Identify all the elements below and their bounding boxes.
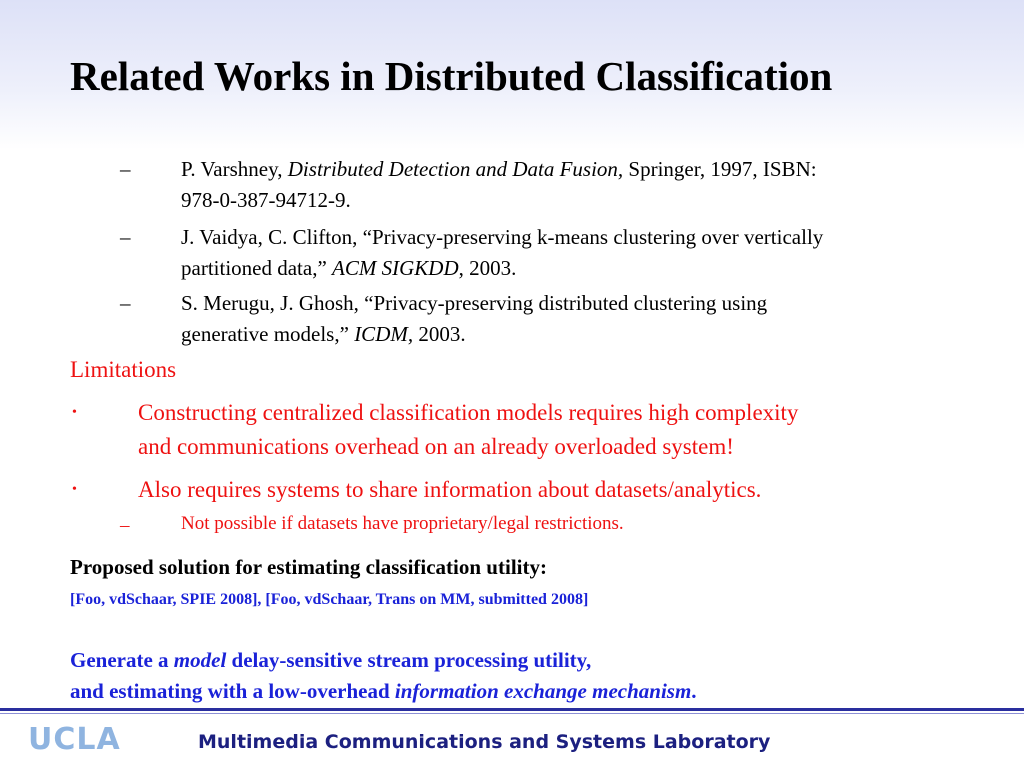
ucla-logo: UCLA	[28, 722, 121, 757]
citation-line: [Foo, vdSchaar, SPIE 2008], [Foo, vdSchaar, Trans on MM, submitted 2008]	[70, 591, 589, 608]
generate-line-1: Generate a model delay-sensitive stream processing utility,	[70, 648, 592, 672]
footer-rule-thin	[0, 713, 1024, 714]
reference-line: generative models,” ICDM, 2003.	[181, 322, 466, 346]
limitation-line: Also requires systems to share information about datasets/analytics.	[138, 477, 762, 502]
reference-dash: –	[120, 157, 131, 181]
bullet-dot: •	[72, 482, 77, 497]
reference-line: 978-0-387-94712-9.	[181, 188, 351, 212]
sub-item-dash: –	[120, 515, 130, 536]
lab-name: Multimedia Communications and Systems Laboratory	[198, 731, 771, 753]
reference-dash: –	[120, 291, 131, 315]
reference-dash: –	[120, 225, 131, 249]
slide-title: Related Works in Distributed Classification	[70, 53, 833, 99]
reference-line: J. Vaidya, C. Clifton, “Privacy-preserving k-means clustering over vertically	[181, 225, 824, 249]
limitation-sub-item: Not possible if datasets have proprietary/legal restrictions.	[181, 513, 624, 534]
limitation-line: and communications overhead on an already overloaded system!	[138, 434, 734, 459]
footer-rule	[0, 708, 1024, 711]
proposed-solution: Proposed solution for estimating classification utility:	[70, 555, 547, 579]
reference-line: partitioned data,” ACM SIGKDD, 2003.	[181, 256, 517, 280]
reference-line: P. Varshney, Distributed Detection and Data Fusion, Springer, 1997, ISBN:	[181, 157, 817, 181]
limitations-heading: Limitations	[70, 357, 177, 382]
limitation-line: Constructing centralized classification models requires high complexity	[138, 400, 799, 425]
reference-line: S. Merugu, J. Ghosh, “Privacy-preserving distributed clustering using	[181, 291, 768, 315]
bullet-dot: •	[72, 405, 77, 420]
generate-line-2: and estimating with a low-overhead information exchange mechanism.	[70, 679, 697, 703]
